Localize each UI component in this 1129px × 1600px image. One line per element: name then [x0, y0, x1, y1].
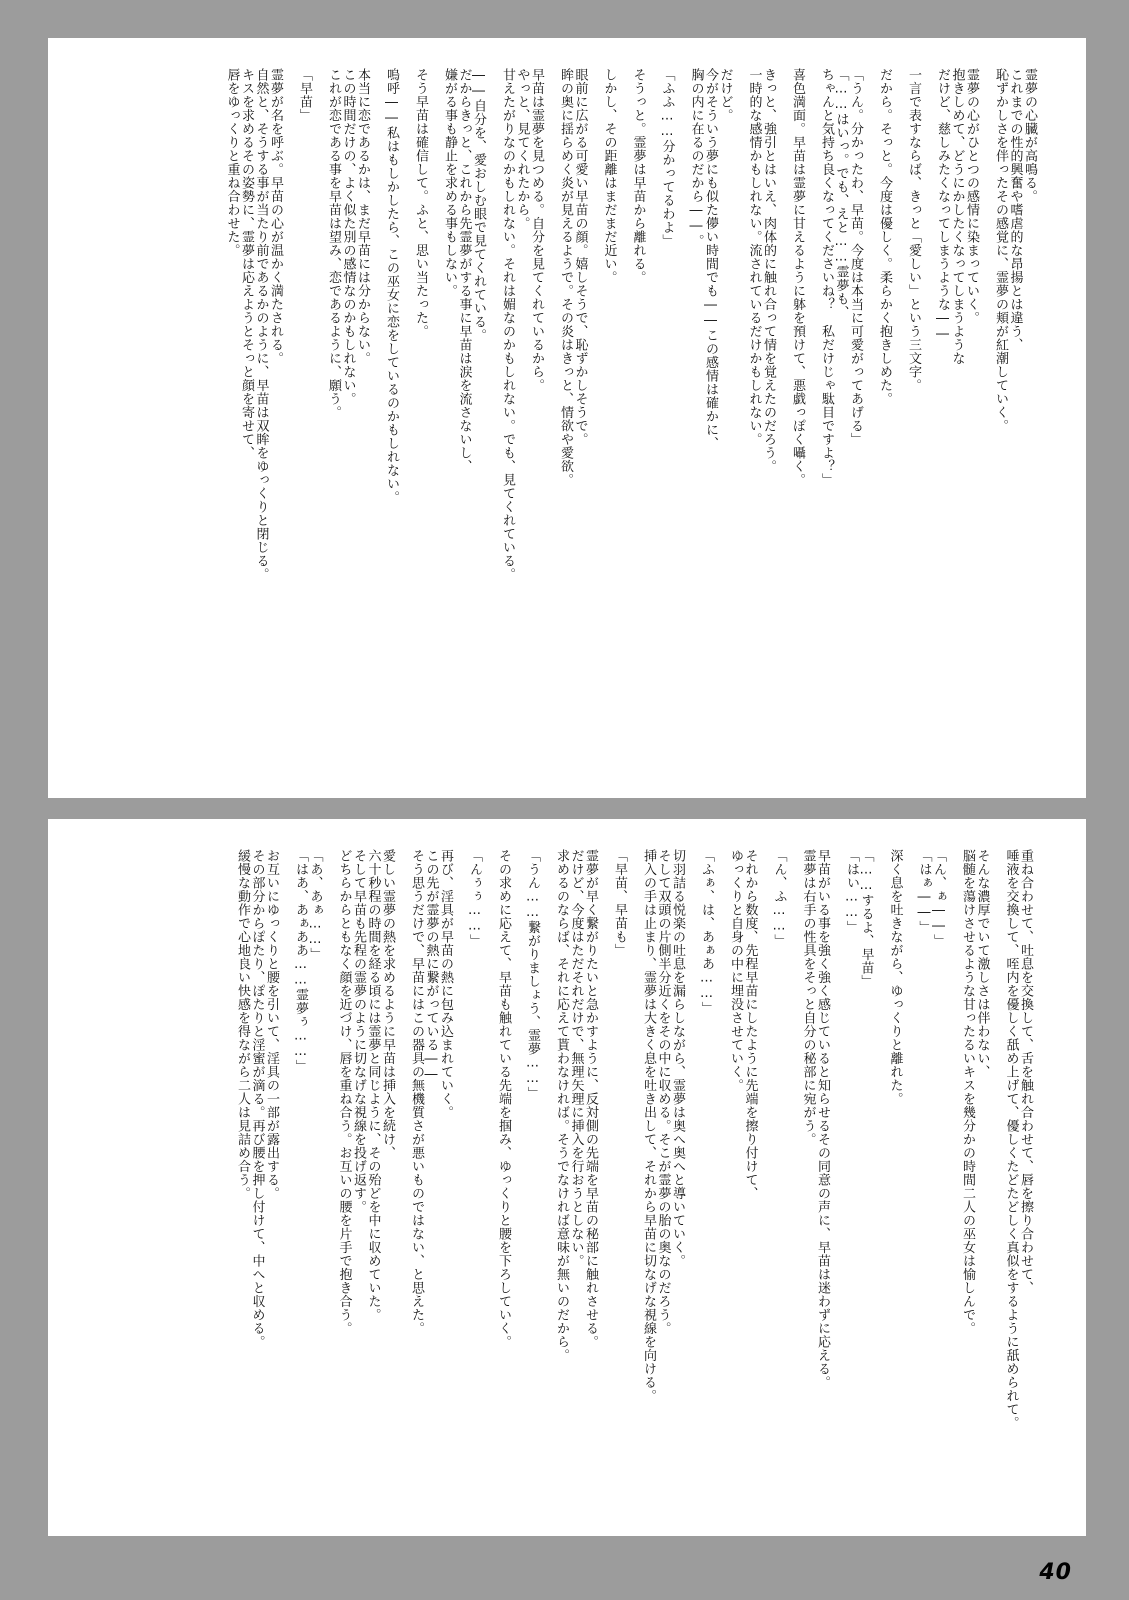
page-number: 40 [1039, 1560, 1072, 1585]
text-line: そして双頭の片側半分近くをその中に収める。そこが霊夢の胎の奥なのだろう。 [655, 849, 671, 1335]
text-line: 今がそういう夢にも似た儚い時間でも――この感情は確かに、 [703, 68, 718, 450]
text-line: 嫌がる事も静止を求める事もしない。 [442, 68, 457, 298]
text-line: そして早苗も先程の霊夢のように切なげな視線を投げ返す。 [351, 849, 366, 1214]
paragraph-gap [713, 849, 728, 1506]
paragraph-gap [757, 849, 772, 1506]
text-line: 深く息を吐きながら、ゆっくりと離れた。 [887, 849, 903, 1106]
paragraph-gap [775, 68, 790, 768]
paragraph-gap [684, 849, 699, 1506]
text-line: 霊夢が名を呼ぶ。早苗の心が温かく満たされる。 [268, 68, 283, 365]
paragraph-gap [804, 68, 819, 768]
text-line: 「んぅぅ……」 [467, 849, 482, 948]
text-line: これが恋である事を早苗は望み、恋であるように、願う。 [326, 68, 341, 419]
text-line: 緩慢な動作で心地良い快感を得ながら二人は見詰め合う。 [235, 849, 250, 1200]
text-line: 切羽詰る悦楽の吐息を漏らしながら、霊夢は奥へ奥へと導いていく。 [670, 849, 685, 1268]
text-line: 嗚呼――私はもしかしたら、この巫女に恋をしているのかもしれない。 [384, 68, 399, 504]
text-line: 挿入の手は止まり、霊夢は大きく息を吐き出して、それから早苗に切なげな視線を向ける。 [641, 849, 656, 1403]
text-line: 眼前に広がる可愛い早苗の顔。嬉しそうで、恥ずかしそうで。 [572, 68, 588, 446]
text-line: お互いにゆっくりと腰を引いて、淫具の一部が露出する。 [264, 849, 279, 1200]
paragraph-gap [282, 68, 297, 768]
text-line: 恥ずかしさを伴ったその感覚に、霊夢の頬が紅潮していく。 [993, 68, 1008, 433]
text-line: 甘えたがりなのかもしれない。それは媚なのかもしれない。でも、見てくれている。 [500, 68, 515, 581]
paragraph-gap [322, 849, 337, 1506]
text-line: 「ふふ……分かってるわよ」 [659, 68, 675, 248]
paragraph-gap [587, 68, 602, 768]
text-line: 「あ、あぁ……」 [307, 849, 323, 961]
paragraph-gap [485, 68, 500, 768]
text-line: その部分からぽたり、ぽたりと淫蜜が滴る。再び腰を押し付けて、中へと収める。 [249, 849, 265, 1349]
text-line: 「はい……」 [844, 849, 859, 934]
paragraph-gap [873, 849, 888, 1506]
text-line: 唇をゆっくりと重ね合わせた。 [224, 68, 240, 257]
text-line: 霊夢の心がひとつの感情に染まっていく。 [964, 68, 979, 325]
paragraph-gap [369, 68, 384, 768]
paragraph-gap [539, 849, 554, 1506]
text-line: 「早苗」 [297, 68, 312, 122]
paragraph-gap [786, 849, 801, 1506]
paragraph-gap [989, 849, 1004, 1506]
text-line: ちゃんと気持ち良くなってくださいね？ 私だけじゃ駄目ですよ？」 [819, 68, 834, 487]
paragraph-gap [902, 849, 917, 1506]
text-line: どちらからともなく顔を近づけ、唇を重ね合う。お互いの腰を片手で抱き合う。 [336, 849, 352, 1335]
text-line: だけど、慈しみたくなってしまうような―― [935, 68, 950, 342]
paragraph-gap [452, 849, 467, 1506]
paragraph-gap [862, 68, 877, 768]
text-line: きっと、強引とはいえ、肉体的に触れ合って情を覚えたのだろう。 [761, 68, 776, 473]
text-line: ゆっくりと自身の中に埋没させていく。 [728, 849, 743, 1092]
text-line: しかし、その距離はまだまだ近い。 [601, 68, 617, 284]
text-line: 本当に恋であるかは、まだ早苗には分からない。 [355, 68, 370, 365]
paragraph-gap [543, 68, 558, 768]
text-line: だけど。 [717, 68, 733, 122]
text-line: 「……するよ、早苗」 [858, 849, 874, 988]
paragraph-gap [891, 68, 906, 768]
text-line: だから。そっと。今度は優しく。柔らかく抱きしめた。 [877, 68, 892, 406]
paragraph-gap [920, 68, 935, 768]
text-page-panel-top [48, 38, 1086, 798]
text-line: これまでの性的興奮や嗜虐的な昂揚とは違う、 [1007, 68, 1023, 352]
text-line: その求めに応えて、早苗も触れている先端を掴み、ゆっくりと腰を下ろしていく。 [496, 849, 511, 1349]
text-line: 六十秒程の時間を経る頃には霊夢と同じように、その殆どを中に収めていた。 [365, 849, 381, 1322]
text-line: キスを求めるその姿勢に、霊夢は応えようとそっと顔を寄せて、 [239, 68, 254, 460]
text-line: そう早苗は確信して。ふと、思い当たった。 [413, 68, 428, 338]
paragraph-gap [510, 849, 525, 1506]
text-line: 霊夢の心臓が高鳴る。 [1022, 68, 1037, 203]
text-line: 「はぁ――」 [916, 849, 932, 934]
text-line: 霊夢は右手の性具をそっと自分の秘部に宛がう。 [800, 849, 816, 1146]
text-line: 胸の内に在るのだから――。 [688, 68, 704, 248]
text-line: 脳髄を蕩けさせるような甘ったるいキスを幾分かの時間二人の巫女は愉しんで。 [960, 849, 975, 1335]
text-line: そんな濃厚でいて激しさは伴わない、 [974, 849, 990, 1079]
paragraph-gap [278, 849, 293, 1506]
text-line: 「……はいっ。でも、えと……霊夢も、 [833, 68, 849, 319]
paragraph-gap [597, 849, 612, 1506]
text-line: 「ん、ぁ――」 [931, 849, 946, 948]
text-line: 霊夢が早く繋がりたいと急かすように、反対側の先端を早苗の秘部に触れさせる。 [583, 849, 598, 1349]
text-line: 「うん……繋がりましょう、霊夢……」 [525, 849, 540, 1100]
text-line: そうっと。霊夢は早苗から離れる。 [630, 68, 646, 284]
paragraph-gap [616, 68, 631, 768]
text-line: 「ん、ふ……」 [771, 849, 787, 948]
paragraph-gap [732, 68, 747, 768]
paragraph-gap [674, 68, 689, 768]
text-line: 早苗は霊夢を見つめる。自分を見てくれているから。 [529, 68, 544, 392]
text-line: 「早苗、早苗も」 [612, 849, 627, 957]
paragraph-gap [626, 849, 641, 1506]
text-line: この時間だけの、よく似た別の感情なのかもしれない。 [340, 68, 356, 406]
text-line: 「ふぁ、は、あぁあ……」 [699, 849, 714, 1015]
paragraph-gap [945, 849, 960, 1506]
text-line: 重ね合わせて、吐息を交換して、舌を触れ合わせて、唇を擦り合わせて、 [1018, 849, 1033, 1295]
text-line: だけど、今度はただそれだけで、無理矢理に挿入を行おうとしない。 [568, 849, 584, 1268]
paragraph-gap [481, 849, 496, 1506]
paragraph-gap [645, 68, 660, 768]
vertical-text-block-bottom [235, 849, 1033, 1506]
paragraph-gap [311, 68, 326, 768]
text-line: 一時的な感情かもしれない。流されているだけかもしれない。 [746, 68, 762, 446]
text-line: 求めるのならば、それに応えて貰わなければ。そうでなければ意味が無いのだから。 [554, 849, 569, 1362]
text-line: 抱きしめて、どうにかしたくなってしまうような [949, 68, 965, 365]
paragraph-gap [978, 68, 993, 768]
paragraph-gap [427, 68, 442, 768]
vertical-text-block-top [224, 68, 1036, 768]
paragraph-gap [394, 849, 409, 1506]
text-line: 自然と、そうする事が当たり前であるかのように、早苗は双眸をゆっくりと閉じる。 [253, 68, 269, 581]
text-line: 「はあ、あぁああ……霊夢ぅ……」 [293, 849, 308, 1073]
text-page-panel-bottom [48, 819, 1086, 1536]
text-line: この先が霊夢の熱に繋がっている―― [423, 849, 439, 1083]
text-line: 眸の奥に揺らめく炎が見えるようで。その炎はきっと、情欲や愛欲。 [558, 68, 573, 487]
text-line: そう思うだけで、早苗にはこの器具の無機質さが悪いものではない、と思えた。 [409, 849, 424, 1335]
text-line: 再び、淫具が早苗の熱に包み込まれていく。 [438, 849, 453, 1119]
text-line: 早苗がいる事を強く強く感じていると知らせるその同意の声に、早苗は迷わずに応える。 [815, 849, 830, 1389]
text-line: 一言で表すならば、きっと「愛しい」という三文字。 [906, 68, 921, 392]
text-line: 「うん。分かったわ、早苗。今度は本当に可愛がってあげる」 [848, 68, 863, 446]
text-line: 唾液を交換して、咥内を優しく舐め上げて、優しくたどたどしく真似をするように舐められて。 [1003, 849, 1019, 1430]
paragraph-gap [829, 849, 844, 1506]
text-line: それから数度、先程早苗にしたように先端を擦り付けて、 [742, 849, 758, 1200]
text-line: 喜色満面。早苗は霊夢に甘えるように躰を預けて、悪戯っぽく囁く。 [790, 68, 805, 487]
text-line: だからきっと、これから先霊夢がする事に早苗は涙を流さないし、 [456, 68, 472, 473]
text-line: やっと、見てくれたから。 [514, 68, 530, 230]
text-line: ――自分を、愛おしむ眼で見てくれている。 [471, 68, 486, 342]
paragraph-gap [398, 68, 413, 768]
text-line: 愛しい霊夢の熱を求めるように早苗は挿入を続け、 [380, 849, 395, 1160]
